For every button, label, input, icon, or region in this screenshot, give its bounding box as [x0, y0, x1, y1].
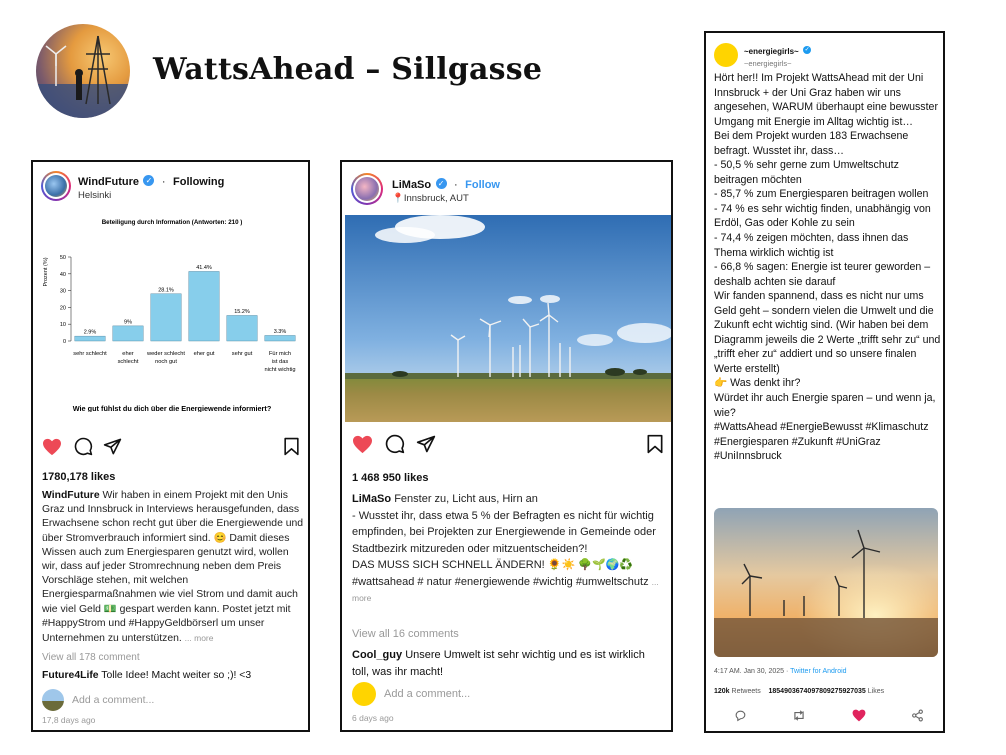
likes-count[interactable]: 185490367409780927592703​5 [768, 688, 866, 695]
chart-value-label: 41.4% [196, 264, 212, 271]
tweet-timestamp [714, 668, 847, 675]
verified-icon: ✓ [436, 178, 447, 189]
tweet-time: 4:17 AM. Jan 30, 2025 · [714, 668, 789, 675]
like-count[interactable]: 1780,178 likes [42, 471, 116, 483]
chart-category-label: sehr gut [231, 351, 253, 357]
location-label[interactable]: Helsinki [78, 189, 112, 201]
view-all-comments-link[interactable]: View all 16 comments [352, 628, 459, 640]
comment-icon[interactable] [385, 434, 405, 454]
comment [352, 647, 664, 680]
chart-bar [265, 335, 295, 341]
caption-title: Fenster zu, Licht aus, Hirn an [394, 493, 538, 505]
chart-category-label: schlecht [117, 359, 139, 365]
chart-value-label: 2.9% [83, 329, 97, 336]
comment-icon[interactable] [74, 437, 93, 456]
comment-username[interactable]: Cool_guy [352, 649, 403, 661]
bookmark-icon[interactable] [646, 434, 664, 454]
chart-value-label: 28.1% [158, 287, 174, 294]
chart-y-tick-label: 20 [59, 305, 66, 312]
add-comment-input[interactable]: Add a comment... [384, 688, 471, 700]
chart-y-tick-label: 40 [59, 271, 66, 278]
tweet-photo-wind-turbines-sunrise[interactable] [714, 508, 938, 657]
more-link[interactable]: ... more [352, 576, 659, 603]
avatar[interactable] [351, 173, 383, 205]
chart-ylabel: Prozent (%) [43, 257, 49, 287]
comment-text: Tolle Idee! Macht weiter so ;)! <3 [101, 670, 252, 681]
bookmark-icon[interactable] [283, 437, 300, 456]
add-comment-row[interactable] [352, 682, 470, 706]
post-actions [352, 434, 664, 454]
instagram-post-windfuture [31, 160, 310, 732]
chart-bar [151, 294, 181, 341]
separator-dot: · [161, 175, 166, 188]
chart-bar [113, 326, 143, 341]
caption-text: - Wusstet ihr, dass etwa 5 % der Befragten es nicht für wichtig empfinden, bei Projekten zur Energiewende in Gemeinde oder Stadtbezirk mitzureden oder mitzuentscheiden?! [352, 509, 656, 555]
tweet-header [714, 41, 811, 68]
retweet-count[interactable]: 120k [714, 688, 730, 695]
tweet-client-link[interactable]: Twitter for Android [790, 668, 847, 675]
chart-y-tick-label: 0 [62, 339, 66, 345]
tweet-energiegirls [704, 31, 945, 733]
bar-chart [37, 212, 307, 412]
caption-shout: DAS MUSS SICH SCHNELL ÄNDERN! 🌻☀️ 🌳🌱🌍♻️ [352, 559, 634, 571]
retweets-label: Retweets [731, 688, 761, 695]
follow-button[interactable]: Follow [465, 178, 500, 191]
chart-title: Beteiligung durch Information (Antworten: 210 ) [101, 219, 243, 226]
caption-text: Wir haben in einem Projekt mit den Unis Graz und Innsbruck in Interviews herausgefunden, dass Erwachsene schon recht gut über die Energiewende und über Stromverbrauch informiert sind. 😊 Damit dieses Wissen auch zum Energiesparen genutzt wird, wollen wir, dass auf jeder Stromrechnung neben dem Preis Vorschläge stehen, mit welchen Energiesparmaßnahmen wie viel Strom und damit auch wie viel Geld 💵 gespart werden kann. Postet jetzt mit #HappyStrom und #HappyGeldbörserl um unser Unternehmen zu unterstützen. [42, 490, 304, 645]
tweet-text: Hört her!! Im Projekt WattsAhead mit der Uni Innsbruck + der Uni Graz haben wir uns angesehen, WARUM überhaupt eine bewusster Umgang mit Energie im Alltag wichtig ist… Bei dem Projekt wurden 183 Erwachsene befragt. Wusstet ihr, dass… - 50,5 % sehr gerne zum Umweltschutz beitragen möchten - 85,7 % zum Energiesparen beitragen wollen - 74 % es sehr wichtig finden, unabhängig von Erdöl, Gas oder Kohle zu sein - 74,4 % zeigen möchten, dass ihnen das Thema wirklich wichtig ist - 66,8 % sagen: Energie ist teurer geworden – deshalb achten sie darauf Wir fanden spannend, dass es nicht nur ums Geld geht – sondern vielen die Umwelt und die Zukunft echt wichtig sind. (Wir haben bei dem Diagramm jeweils die 2 Werte „trifft sehr zu“ und „trifft eher zu“ addiert und so unsere finalen Werte erstellt) 👉 Was denkt ihr? Würdet ihr auch Energie sparen – und wenn ja, wie? #WattsAhead #EnergieBewusst #Klimaschutz #Energiesparen #Zukunft #UniGraz #UniInnsbruck [714, 72, 941, 463]
post-caption [42, 489, 304, 646]
chart-bar [75, 336, 105, 341]
avatar[interactable] [41, 171, 71, 201]
more-link[interactable]: ... more [184, 633, 214, 644]
chart-question: Wie gut fühlst du dich über die Energiewende informiert? [72, 404, 272, 412]
post-header [41, 171, 224, 201]
retweet-icon[interactable] [792, 709, 806, 727]
chart-y-tick-label: 10 [59, 322, 66, 329]
username[interactable]: LiMaSo [392, 178, 432, 191]
caption-username[interactable]: LiMaSo [352, 493, 392, 505]
username[interactable]: WindFuture [78, 175, 139, 188]
chart-category-label: Für mich [268, 351, 292, 357]
following-button[interactable]: Following [173, 175, 225, 188]
caption-hashtags[interactable]: #wattsahead # natur #energiewende #wichtig #umweltschutz [352, 575, 649, 588]
instagram-post-limaso [340, 160, 673, 732]
post-time: 17,8 days ago [42, 715, 96, 725]
post-photo-wind-turbines[interactable] [345, 215, 672, 422]
page-title: WattsAhead – Sillgasse [153, 52, 543, 87]
user-avatar [352, 682, 376, 706]
chart-category-label: sehr schlecht [73, 351, 107, 357]
share-icon[interactable] [103, 437, 122, 456]
add-comment-input[interactable]: Add a comment... [72, 694, 155, 706]
chart-category-label: eher gut [193, 351, 215, 357]
view-all-comments-link[interactable]: View all 178 comment [42, 652, 140, 663]
chart-category-label: nicht wichtig [264, 367, 296, 373]
chart-bar [189, 271, 219, 341]
like-heart-icon[interactable] [852, 709, 866, 727]
comment-text: Unsere Umwelt ist sehr wichtig und es ist wirklich toll, was ihr macht! [352, 649, 645, 678]
chart-y-tick-label: 50 [59, 255, 66, 261]
chart-category-label: weder schlecht [147, 351, 185, 357]
post-actions [42, 437, 300, 456]
handle[interactable]: ~energiegirls~ [744, 59, 792, 68]
tweet-actions [734, 709, 924, 727]
verified-icon: ✓ [143, 175, 154, 186]
chart-value-label: 9% [124, 319, 132, 326]
chart-category-label: ist das [271, 359, 289, 365]
add-comment-row[interactable] [42, 689, 154, 711]
verified-icon: ✓ [804, 46, 810, 53]
separator-dot: · [454, 178, 458, 191]
location-pin-icon: 📍 [392, 192, 404, 204]
post-header [351, 173, 500, 205]
chart-y-tick-label: 30 [59, 288, 66, 295]
comment-username[interactable]: Future4Life [42, 670, 99, 681]
chart-value-label: 3.3% [273, 328, 287, 335]
chart-bar [227, 315, 257, 341]
chart-value-label: 15.2% [234, 308, 250, 315]
user-avatar [42, 689, 64, 711]
wattsahead-logo [36, 24, 130, 118]
display-name[interactable]: ~energiegirls~ [744, 47, 799, 56]
chart-category-label: eher [122, 351, 134, 357]
share-icon[interactable] [416, 434, 436, 454]
caption-username[interactable]: WindFuture [42, 490, 100, 501]
like-count[interactable]: 1 468 950 likes [352, 472, 429, 484]
reply-icon[interactable] [734, 709, 747, 727]
post-caption [352, 491, 662, 607]
chart-category-label: noch gut [155, 359, 177, 365]
tweet-stats [714, 688, 884, 695]
heart-icon[interactable] [352, 435, 373, 454]
likes-label: Likes [867, 688, 885, 695]
location-label[interactable]: Innsbruck, AUT [403, 192, 469, 204]
heart-icon[interactable] [42, 438, 62, 456]
post-time: 6 days ago [352, 713, 394, 723]
comment [42, 670, 251, 681]
share-icon[interactable] [911, 709, 924, 727]
avatar[interactable] [714, 43, 738, 67]
